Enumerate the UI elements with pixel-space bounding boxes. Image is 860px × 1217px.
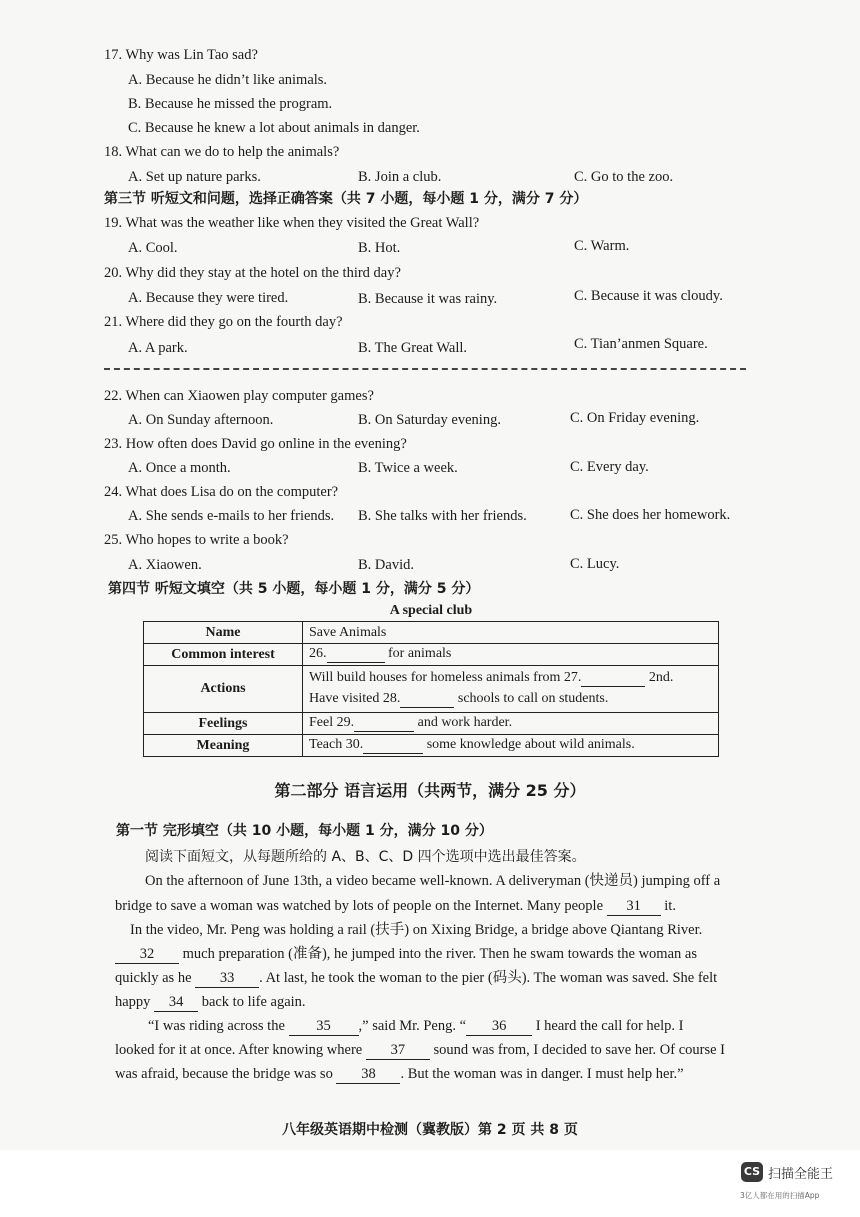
blank-30-label: Teach 30. (309, 737, 364, 752)
option-22b: B. On Saturday evening. (358, 412, 501, 428)
option-17b: B. Because he missed the program. (128, 96, 333, 112)
camscanner-logo-icon: CS (741, 1162, 763, 1182)
section-divider (104, 368, 746, 370)
option-25a: A. Xiaowen. (128, 557, 202, 573)
row-feelings-key: Feelings (144, 713, 303, 735)
option-25c: C. Lucy. (570, 556, 620, 572)
row-actions-key: Actions (144, 666, 303, 713)
camscanner-name: 扫描全能王 (768, 1167, 834, 1182)
option-23c: C. Every day. (570, 459, 649, 475)
passage-text: . At last, he took the woman to the pier (码头). The woman was saved. She felt (259, 970, 718, 986)
option-17c: C. Because he knew a lot about animals in danger. (128, 120, 420, 136)
page-footer: 八年级英语期中检测（冀教版）第 2 页 共 8 页 (282, 1122, 578, 1138)
passage-text: “I was riding across the (148, 1018, 285, 1034)
blank-28-label: Have visited 28. (309, 691, 401, 706)
option-17a: A. Because he didn’t like animals. (128, 72, 328, 88)
blank-26-label: 26. (309, 646, 327, 661)
row-name-value: Save Animals (303, 622, 719, 644)
row-feelings-value (303, 713, 719, 735)
option-23b: B. Twice a week. (358, 460, 458, 476)
question-22: 22. When can Xiaowen play computer games? (104, 388, 374, 404)
row-interest-value (303, 644, 719, 666)
blank-30[interactable] (363, 737, 423, 754)
blank-27[interactable] (581, 670, 645, 687)
blank-37[interactable]: 37 (366, 1041, 430, 1060)
question-20: 20. Why did they stay at the hotel on the third day? (104, 265, 401, 281)
cloze-heading: 第一节 完形填空（共 10 小题，每小题 1 分，满分 10 分） (116, 823, 493, 839)
option-24c: C. She does her homework. (570, 507, 731, 523)
camscanner-tagline: 3亿人都在用的扫描App (740, 1191, 820, 1200)
question-19: 19. What was the weather like when they visited the Great Wall? (104, 215, 480, 231)
blank-29[interactable] (354, 715, 414, 732)
passage-line-8 (115, 1041, 725, 1060)
passage-text: was afraid, because the bridge was so (115, 1066, 333, 1082)
blank-29-label: Feel 29. (309, 715, 355, 730)
option-19c: C. Warm. (574, 238, 630, 254)
row-meaning-key: Meaning (144, 735, 303, 757)
section4-heading: 第四节 听短文填空（共 5 小题，每小题 1 分，满分 5 分） (108, 581, 480, 597)
blank-38[interactable]: 38 (336, 1065, 400, 1084)
row-actions-value (303, 666, 719, 713)
option-19a: A. Cool. (128, 240, 178, 256)
passage-line-9 (115, 1065, 684, 1084)
passage-text: ,” said Mr. Peng. “ (358, 1018, 467, 1034)
blank-35[interactable]: 35 (289, 1017, 359, 1036)
table-title: A special club (144, 600, 719, 622)
cloze-instruction: 阅读下面短文，从每题所给的 A、B、C、D 四个选项中选出最佳答案。 (145, 849, 586, 865)
question-24: 24. What does Lisa do on the computer? (104, 484, 339, 500)
question-17: 17. Why was Lin Tao sad? (104, 47, 258, 63)
option-22c: C. On Friday evening. (570, 410, 700, 426)
question-23: 23. How often does David go online in the evening? (104, 436, 407, 452)
option-18a: A. Set up nature parks. (128, 169, 261, 185)
passage-line-1: On the afternoon of June 13th, a video became well-known. A deliveryman (快递员) jumping off a (145, 873, 721, 889)
option-20c: C. Because it was cloudy. (574, 288, 723, 304)
option-24a: A. She sends e-mails to her friends. (128, 508, 335, 524)
passage-line-3: In the video, Mr. Peng was holding a rail (扶手) on Xixing Bridge, a bridge above Qiantang River. (130, 922, 703, 938)
question-25: 25. Who hopes to write a book? (104, 532, 289, 548)
option-19b: B. Hot. (358, 240, 401, 256)
actions-line1-post: 2nd. (645, 670, 674, 685)
passage-line-6 (115, 993, 306, 1012)
option-20a: A. Because they were tired. (128, 290, 289, 306)
blank-36[interactable]: 36 (466, 1017, 532, 1036)
option-21b: B. The Great Wall. (358, 340, 468, 356)
part2-heading: 第二部分 语言运用（共两节，满分 25 分） (274, 781, 586, 800)
row-feelings-post: and work harder. (414, 715, 513, 730)
option-20b: B. Because it was rainy. (358, 291, 498, 307)
passage-text: . But the woman was in danger. I must help her.” (400, 1066, 684, 1082)
row-name-key: Name (144, 622, 303, 644)
option-21c: C. Tian’anmen Square. (574, 336, 708, 352)
option-23a: A. Once a month. (128, 460, 231, 476)
blank-31[interactable]: 31 (607, 897, 661, 916)
question-21: 21. Where did they go on the fourth day? (104, 314, 343, 330)
option-18c: C. Go to the zoo. (574, 169, 674, 185)
passage-text: much preparation (准备), he jumped into the river. Then he swam towards the woman as (179, 946, 697, 962)
passage-text: I heard the call for help. I (532, 1018, 684, 1034)
section3-heading: 第三节 听短文和问题，选择正确答案（共 7 小题，每小题 1 分，满分 7 分） (104, 191, 588, 207)
row-interest-post: for animals (384, 646, 452, 661)
row-meaning-value (303, 735, 719, 757)
passage-text: it. (660, 898, 676, 914)
option-24b: B. She talks with her friends. (358, 508, 527, 524)
option-21a: A. A park. (128, 340, 188, 356)
passage-line-2 (115, 897, 676, 916)
row-interest-key: Common interest (144, 644, 303, 666)
passage-text: sound was from, I decided to save her. Of course I (429, 1042, 726, 1058)
blank-32[interactable]: 32 (115, 945, 179, 964)
row-meaning-post: some knowledge about wild animals. (423, 737, 635, 752)
passage-text: bridge to save a woman was watched by lots of people on the Internet. Many people (115, 898, 604, 914)
option-25b: B. David. (358, 557, 414, 573)
blank-26[interactable] (327, 646, 385, 663)
option-22a: A. On Sunday afternoon. (128, 412, 274, 428)
blank-28[interactable] (400, 691, 454, 708)
option-18b: B. Join a club. (358, 169, 442, 185)
blank-33[interactable]: 33 (195, 969, 259, 988)
passage-text: back to life again. (198, 994, 306, 1010)
passage-text: quickly as he (115, 970, 192, 986)
passage-text: looked for it at once. After knowing where (115, 1042, 363, 1058)
passage-text: happy (115, 994, 151, 1010)
blank-34[interactable]: 34 (154, 993, 198, 1012)
actions-line2-post: schools to call on students. (454, 691, 609, 706)
passage-line-7 (148, 1017, 683, 1036)
passage-line-4 (115, 945, 697, 964)
blank-27-label: Will build houses for homeless animals from 27. (309, 670, 582, 685)
question-18: 18. What can we do to help the animals? (104, 144, 340, 160)
passage-line-5 (115, 969, 717, 988)
special-club-table (143, 600, 719, 757)
